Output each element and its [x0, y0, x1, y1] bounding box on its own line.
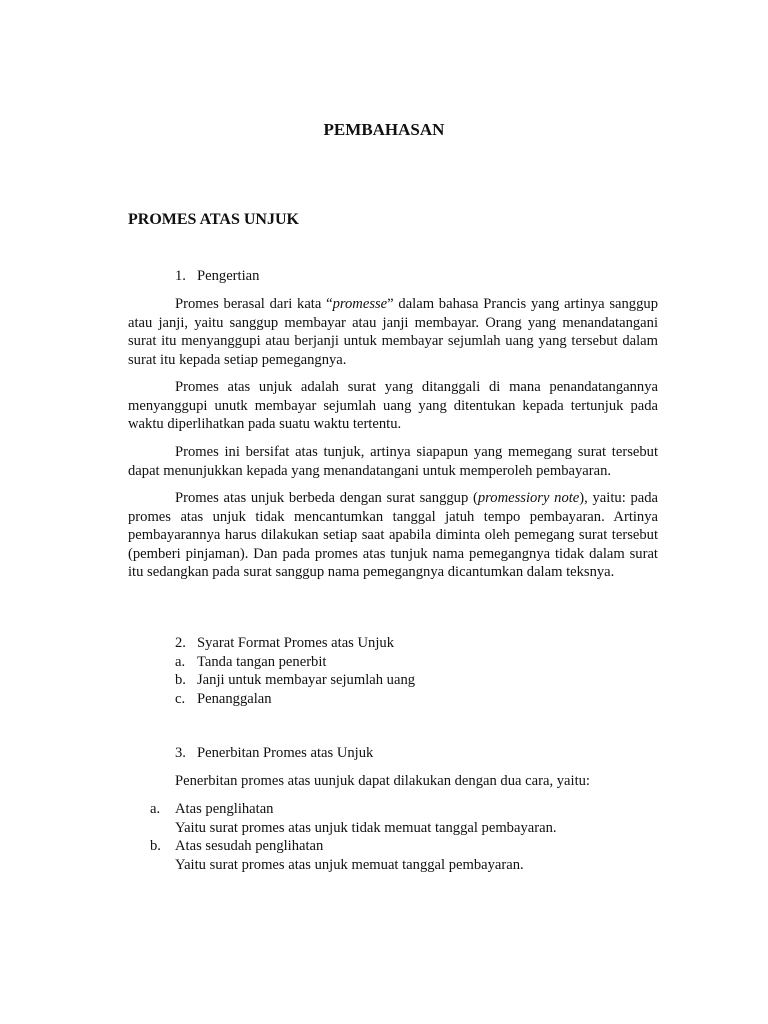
list-marker: c. [175, 690, 186, 707]
section-title: PROMES ATAS UNJUK [128, 211, 299, 228]
list-marker: a. [150, 801, 161, 817]
list-item-description: Yaitu surat promes atas unjuk tidak memuat tanggal pembayaran. [175, 819, 557, 836]
paragraph-1-part-a: Promes berasal dari kata “ [175, 296, 333, 312]
section-3-number: 3. [175, 745, 186, 761]
section-3-label: Penerbitan Promes atas Unjuk [197, 745, 374, 761]
list-item-text: Penanggalan [197, 690, 272, 707]
section-2-list [175, 653, 415, 709]
list-item [175, 690, 415, 709]
section-1-number: 1. [175, 268, 186, 284]
list-item [175, 653, 415, 672]
list-marker: a. [175, 653, 186, 670]
list-item-text: Atas sesudah penglihatan [175, 838, 324, 854]
section-1-label: Pengertian [197, 268, 260, 284]
list-marker: b. [150, 838, 161, 854]
paragraph-3 [128, 443, 658, 480]
section-1-heading [175, 267, 259, 286]
list-marker: b. [175, 672, 186, 688]
paragraph-4-part-c: ), yaitu: pada promes atas unjuk tidak mencantumkan tanggal jatuh tempo pembayaran. Artinya pembayarannya harus dilakukan setiap saat apabila diminta oleh pemegang surat tersebut (pemberi pinjaman). Dan pada promes atas tunjuk nama pemegangnya tidak dalam surat itu sedangkan pada surat sanggup nama pemegangnya dicantumkan dalam teksnya. [128, 490, 658, 580]
list-item [175, 671, 415, 690]
section-2-label: Syarat Format Promes atas Unjuk [197, 635, 394, 651]
paragraph-2 [128, 378, 658, 434]
list-item-text: Janji untuk membayar sejumlah uang [197, 672, 416, 688]
list-item-text: Atas penglihatan [175, 801, 274, 817]
section-2-heading [175, 634, 394, 653]
paragraph-3-text: Promes ini bersifat atas tunjuk, artinya siapapun yang memegang surat tersebut dapat menunjukkan kepada yang menandatangani untuk memperoleh pembayaran. [128, 444, 658, 479]
list-item-description: Yaitu surat promes atas unjuk memuat tanggal pembayaran. [175, 856, 524, 873]
paragraph-4-part-a: Promes atas unjuk berbeda dengan surat sanggup ( [175, 490, 478, 506]
section-3-heading [175, 744, 373, 763]
paragraph-4-italic-term: promessiory note [477, 490, 580, 506]
section-3-list [150, 800, 557, 874]
paragraph-1-italic-term: promesse [332, 296, 388, 312]
paragraph-1-part-c: ” dalam bahasa Prancis yang artinya sanggup atau janji, yaitu sanggup membayar atau janji membayar. Orang yang menandatangani surat itu menyanggupi atau berjanji untuk membayar sejumlah uang yang tersebut dalam surat itu kepada setiap pemegangnya. [128, 296, 658, 368]
section-3-intro: Penerbitan promes atas uunjuk dapat dilakukan dengan dua cara, yaitu: [175, 773, 590, 789]
document-title: PEMBAHASAN [323, 120, 445, 139]
paragraph-4 [128, 489, 658, 582]
list-item [150, 837, 557, 874]
list-item [150, 800, 557, 837]
section-2-number: 2. [175, 635, 186, 651]
list-item-text: Tanda tangan penerbit [197, 653, 327, 670]
paragraph-1 [128, 295, 658, 369]
paragraph-2-text: Promes atas unjuk adalah surat yang ditanggali di mana penandatangannya menyanggupi unutk membayar sejumlah uang yang ditentukan kepada tertunjuk pada waktu diperlihatkan pada suatu waktu tertentu. [128, 379, 658, 432]
